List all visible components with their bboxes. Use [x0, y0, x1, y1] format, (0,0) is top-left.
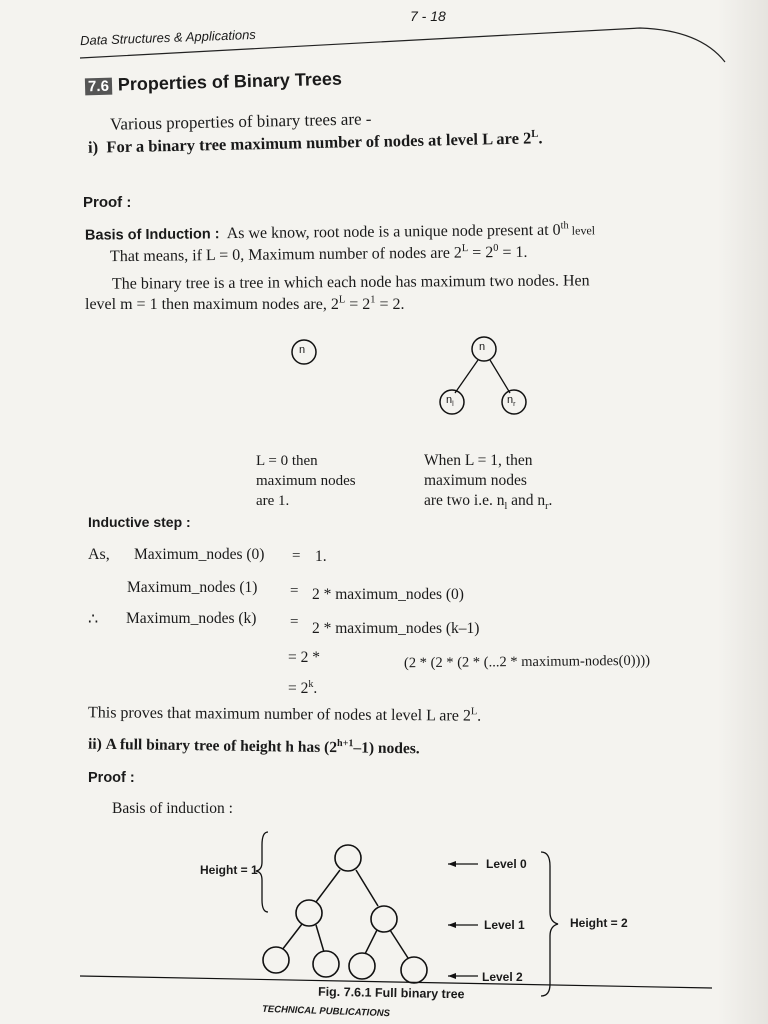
level-0-label: Level 0 — [486, 857, 527, 871]
basis-line-1-text: As we know, root node is a unique node present at 0 — [226, 221, 561, 243]
caption-right-sub1: l — [504, 501, 508, 513]
right-child-n: n — [507, 394, 514, 406]
intro-text: Various properties of binary trees are - — [109, 109, 372, 134]
figure-caption: Fig. 7.6.1 Full binary tree — [317, 984, 465, 1002]
inductive-label: Inductive step : — [88, 514, 191, 530]
level-2-node-3 — [349, 953, 375, 979]
basis-label: Basis of Induction : — [84, 226, 220, 244]
basis-line-1-sup: th — [560, 220, 569, 232]
section-title: Properties of Binary Trees — [117, 68, 343, 95]
row4-rhs: = 2 * — [288, 649, 320, 666]
row2-rhs: 2 * maximum_nodes (0) — [312, 586, 464, 603]
level-1-right-node — [371, 906, 397, 932]
basis-line-3: The binary tree is a tree in which each node has maximum two nodes. Hen — [111, 272, 590, 293]
proof2-label: Proof : — [88, 770, 135, 786]
arrow-level-2 — [448, 973, 456, 979]
conclusion-main: This proves that maximum number of nodes at level L are 2 — [87, 704, 471, 725]
row5-value: = 2 — [288, 680, 309, 697]
conclusion-sup: L — [470, 706, 478, 718]
therefore-symbol: ∴ — [88, 611, 99, 628]
basis-line-1-end: level — [568, 223, 596, 238]
proof-label: Proof : — [83, 194, 132, 211]
basis-line-2-sup1: L — [461, 243, 469, 255]
property-1-text: For a binary tree maximum number of nodes at level L are 2 — [106, 128, 532, 157]
basis-line-4-a: level m = 1 then maximum nodes are, 2 — [85, 296, 339, 313]
level-2-node-2 — [313, 951, 339, 977]
property-1-sup: L — [531, 127, 539, 140]
property-2-sup: h+1 — [337, 738, 354, 750]
row1-rhs: 1. — [315, 548, 327, 565]
caption-right-line-1: When L = 1, then — [424, 452, 533, 469]
row2-eq: = — [290, 583, 299, 599]
basis-line-2-b: = 2 — [468, 244, 494, 262]
height-2-label: Height = 2 — [570, 916, 628, 930]
page-number: 7 - 18 — [410, 8, 446, 24]
height-1-label: Height = 1 — [200, 863, 258, 877]
row5-sup: k — [308, 678, 314, 690]
basis-line-4-sup1: L — [338, 294, 346, 306]
caption-right-sub2: r — [545, 501, 549, 513]
basis-line-2-sup2: 0 — [493, 242, 499, 254]
caption-left-line-3: are 1. — [256, 493, 290, 509]
row4-tail: (2 * (2 * (2 * (...2 * maximum-nodes(0)))) — [403, 652, 651, 672]
basis-line-2-a: That means, if L = 0, Maximum number of nodes are 2 — [109, 244, 462, 266]
property-1-end: . — [538, 128, 543, 148]
level-2-node-4 — [401, 957, 427, 983]
caption-right-3b: and n — [507, 492, 546, 509]
row5-end: . — [313, 680, 318, 697]
book-title: Data Structures & Applications — [79, 26, 257, 49]
basis-line-2-c: = 1. — [498, 243, 528, 262]
caption-left-line-2: maximum nodes — [256, 473, 356, 489]
property-2-text-b: –1) nodes. — [353, 739, 420, 758]
caption-right-3a: are two i.e. n — [424, 492, 505, 509]
root-node-label: n — [479, 341, 486, 353]
right-child-sub: r — [513, 400, 516, 409]
row2-lhs: Maximum_nodes (1) — [127, 579, 258, 596]
level-1-label: Level 1 — [484, 918, 525, 932]
arrow-level-1 — [448, 922, 456, 928]
property-2-text-a: A full binary tree of height h has (2 — [105, 735, 338, 757]
left-child-n: n — [446, 394, 453, 406]
property-1-label: i) — [87, 137, 99, 157]
level-2-label: Level 2 — [482, 970, 523, 984]
basis2-label: Basis of induction : — [112, 800, 233, 817]
row1-eq: = — [292, 548, 301, 564]
row1-lhs: Maximum_nodes (0) — [134, 546, 265, 563]
property-2-label: ii) — [87, 735, 102, 753]
footer-publisher: TECHNICAL PUBLICATIONS — [261, 1003, 391, 1020]
row3-eq: = — [290, 614, 299, 630]
caption-left-line-1: L = 0 then — [256, 453, 318, 469]
basis-line-4-sup2: 1 — [370, 294, 376, 306]
single-node-label: n — [299, 344, 306, 356]
arrow-level-0 — [448, 861, 456, 867]
section-number: 7.6 — [85, 78, 112, 96]
caption-right-line-2: maximum nodes — [424, 472, 527, 489]
height-2-brace — [541, 852, 558, 996]
basis-line-4-b: = 2 — [345, 296, 371, 313]
as-label: As, — [88, 546, 110, 563]
row3-lhs: Maximum_nodes (k) — [126, 610, 257, 627]
row3-rhs: 2 * maximum_nodes (k–1) — [312, 620, 480, 637]
level-1-left-node — [296, 900, 322, 926]
caption-right-3c: . — [548, 492, 553, 509]
basis-line-4-c: = 2. — [375, 296, 405, 313]
conclusion-end: . — [477, 707, 482, 725]
left-child-sub: l — [452, 400, 454, 409]
level-2-node-1 — [263, 947, 289, 973]
level-0-node — [335, 845, 361, 871]
